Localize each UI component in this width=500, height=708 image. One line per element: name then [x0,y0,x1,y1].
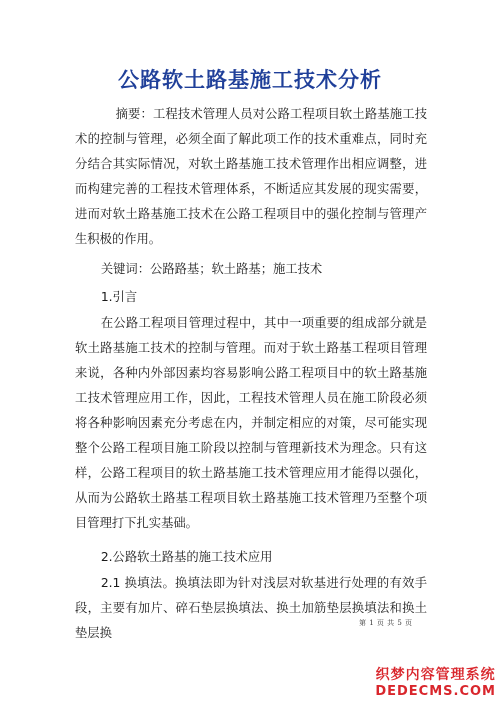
page-number-footer: 第 1 页 共 5 页 [359,619,413,627]
construction-paragraph: 2.1 换填法。换填法即为针对浅层对软基进行处理的有效手段，主要有加片、碎石垫层换填法、换土加筋垫层换填法和换土垫层换 [75,576,427,640]
watermark-line-2: DEDECMS.COM [375,684,496,699]
document-title: 公路软土路基施工技术分析 [118,67,382,92]
section-heading-introduction: 1.引言 [100,290,138,304]
abstract-paragraph: 摘要：工程技术管理人员对公路工程项目软土路基施工技术的控制与管理，必须全面了解此项工作的技术重难点，同时充分结合其实际情况，对软土路基施工技术管理作出相应调整，进而构建完善的工程技术管理体系，不断适应其发展的现实需要，进而对软土路基施工技术在公路工程项目中的强化控制与管理产生积极的作用。 [75,107,427,246]
site-watermark [375,666,496,700]
keywords-line: 关键词：公路路基；软土路基；施工技术 [100,262,323,276]
watermark-line-1: 织梦内容管理系统 [375,667,496,683]
section-heading-construction: 2.公路软土路基的施工技术应用 [100,550,273,564]
introduction-paragraph: 在公路工程项目管理过程中，其中一项重要的组成部分就是软土路基施工技术的控制与管理。而对于软土路基工程项目管理来说，各种内外部因素均容易影响公路工程项目中的软土路基施工技术管理应用工作，因此，工程技术管理人员在施工阶段必须将各种影响因素充分考虑在内，并制定相应的对策，尽可能实现整个公路工程项目施工阶段以控制与管理新技术为理念。只有这样，公路工程项目的软土路基施工技术管理应用才能得以强化，从而为公路软土路基工程项目软土路基施工技术管理乃至整个项目管理打下扎实基础。 [75,316,427,530]
